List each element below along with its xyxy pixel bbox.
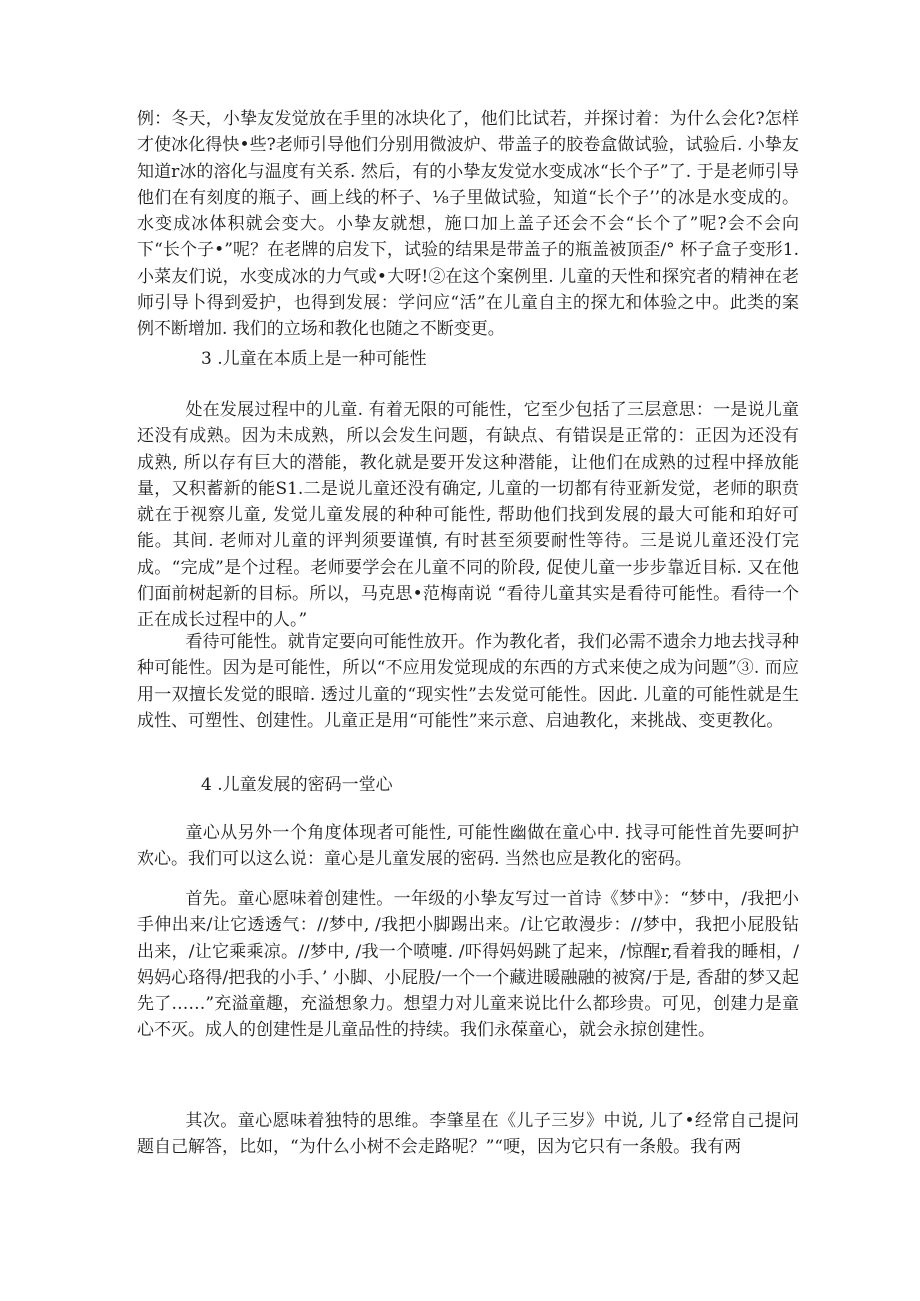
paragraph-creativity — [137, 886, 799, 1044]
paragraph-text: 例：冬天，小挚友发觉放在手里的冰块化了，他们比试若，并探讨着：为什么会化?怎样才使冰化得快•些?老师引导他们分别用微波炉、带盖子的胶卷盒做试验，试验后. 小挚友知道r冰的溶化与温度有关系. 然后，有的小挚友发觉水变成冰“长个子”了. 于是老师引导他们在有刻度的瓶子、画上线的杯子、⅛子里做试验，知道“长个子’’的冰是水变成的。水变成冰体积就会变大。小挚友就想，施口加上盖子还会不会“长个了”呢?会不会向下“长个子•”呢？在老牌的启发下，试验的结果是带盖子的瓶盖被顶歪/° 杯子盒子变形1.小菜友们说，水变成冰的力气或•大呀!②在这个案例里. 儿童的天性和探究者的精神在老师引导卜得到爱护，也得到发展：学问应“活”在儿童自主的探尢和体验之中。此类的案例不断增加. 我们的立场和教化也随之不断变更。 — [137, 109, 799, 340]
paragraph-text: 看待可能性。就肯定要向可能性放开。作为教化者，我们必需不遗余力地去找寻种种可能性。因为是可能性，所以“不应用发觉现成的东西的方式来使之成为问题”③. 而应用一双擅长发觉的眼暗. 透过儿童的“现实性”去发觉可能性。因此. 儿童的可能性就是生成性、可塑性、创建性。儿童正是用“可能性”来示意、启迪教化，来挑战、变更教化。 — [137, 632, 799, 731]
paragraph-childlike-heart — [137, 820, 799, 873]
paragraph-open-possibility — [137, 629, 799, 734]
paragraph-unique-thinking — [137, 1108, 799, 1161]
paragraph-text: 首先。童心愿味着创建性。一年级的小挚友写过一首诗《梦中》：“梦中，/我把小手伸出来/让它透透气：//梦中, /我把小脚踢出来。/让它敢漫步：//梦中，我把小屁股钻出来，/让它乘乘凉。//梦中, /我一个喷嚏. /吓得妈妈跳了起来，/惊醒r,看着我的睡相，/妈妈心珞得/把我的小手、’ 小脚、小屁股/一个一个藏进暖融融的被窝/于是, 香甜的梦又起先了……”充溢童趣，充溢想象力。想望力对儿童来说比什么都珍贵。可见，创建力是童心不灭。成人的创建性是儿童品性的持续。我们永葆童心，就会永掠创建性。 — [137, 889, 799, 1041]
section-heading-4: 4 .儿童发展的密码一堂心 — [201, 775, 393, 795]
paragraph-text: 其次。童心愿味着独特的思维。李肇星在《儿子三岁》中说, 儿了•经常自己提问题自己解答，比如，“为什么小树不会走路呢？”“哽，因为它只有一条般。我有两 — [137, 1111, 799, 1158]
paragraph-text: 童心从另外一个角度体现者可能性, 可能性幽做在童心中. 找寻可能性首先要呵护欢心。我们可以这么说：童心是儿童发展的密码. 当然也应是教化的密码。 — [137, 823, 799, 870]
paragraph-case-ice — [137, 106, 799, 343]
paragraph-possibility — [137, 397, 799, 634]
section-heading-3: 3 .儿童在本质上是一种可能性 — [201, 349, 427, 369]
paragraph-text: 处在发展过程中的儿童. 有着无限的可能性，它至少包括了三层意思：一是说儿童还没有成熟。因为未成熟，所以会发生问题，有缺点、有错误是正常的：正因为还没有成熟, 所以存有巨大的潜能，教化就是要开发这种潜能，让他们在成熟的过程中择放能量，又积蓄新的能S1.二是说儿童还没有确定, 儿童的一切都有待亚新发觉，老师的职贲就在于视察儿童, 发觉儿童发展的种种可能性, 帮助他们找到发展的最大可能和珀好可能。其间. 老师对儿童的评判须要谨慎, 有时甚至须要耐性等待。三是说儿童还没仃完成。“完成”是个过程。老师要学会在儿童不同的阶段, 促使儿童一步步靠近目标. 又在他们面前树起新的目标。所以，马克思•范梅南说 “看待儿童其实是看待可能性。看待一个正在成长过程中的人。” — [137, 400, 799, 631]
